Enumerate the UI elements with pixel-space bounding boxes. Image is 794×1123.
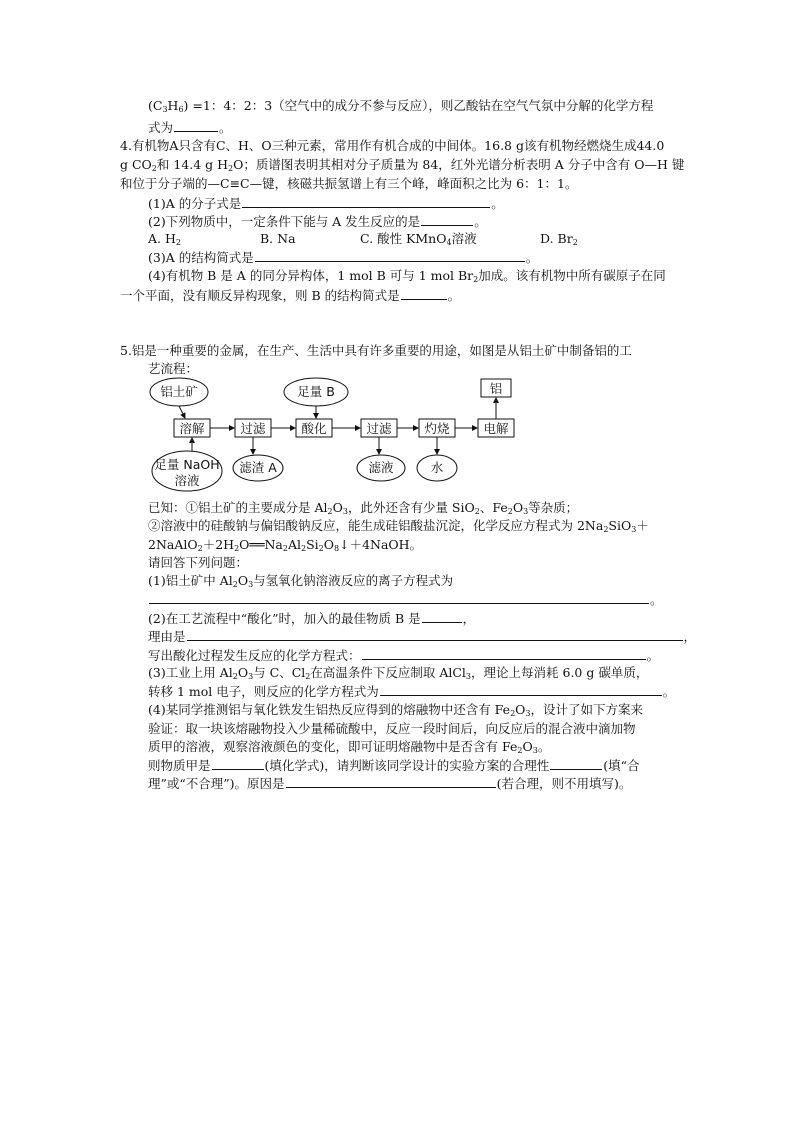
q5-sub-4c: 质甲的溶液，观察溶液颜色的变化，即可证明熔融物中是否含有 $Fe_2O_3$。 <box>148 739 551 755</box>
aluminum-label: 铝 <box>489 381 503 396</box>
q5-known-1: 已知：①铝土矿的主要成分是 $Al_2O_3$，此外还含有少量 SiO$_2$、$Fe_2O_3$等杂质； <box>148 500 579 516</box>
electrolyze-label: 电解 <box>483 421 509 436</box>
answer-blank[interactable] <box>286 774 496 788</box>
option-c[interactable]: C. 酸性 KMnO$_4$溶液 <box>360 231 477 247</box>
answer-blank[interactable] <box>255 248 525 262</box>
answer-blank[interactable] <box>362 646 646 660</box>
process-flowchart <box>148 374 528 494</box>
answer-blank[interactable] <box>187 627 683 641</box>
excess-b-label: 足量 B <box>297 384 335 399</box>
answer-blank[interactable] <box>550 756 602 770</box>
bauxite-label: 铝土矿 <box>160 384 198 399</box>
q5-sub-4d: 则物质甲是 (填化学式)，请判断该同学设计的实验方案的合理性 (填“合 <box>148 758 640 773</box>
answer-blank[interactable] <box>242 194 490 208</box>
q4-part-2: (2)下列物质中，一定条件下能与 A 发生反应的是 。 <box>148 214 487 229</box>
water-label: 水 <box>430 460 444 475</box>
filter2-label: 过滤 <box>366 421 392 436</box>
flowchart-svg <box>148 374 528 494</box>
q5-sub-2-reason: 理由是 ， <box>148 629 697 644</box>
q5-sub-4b: 验证：取一块该熔融物投入少量稀硫酸中，反应一段时间后，向反应后的混合液中滴加物 <box>148 721 636 736</box>
q5-sub-3-answer: 转移 1 mol 电子，则反应的化学方程式为 。 <box>148 684 676 699</box>
q5-sub-3: (3)工业上用 $Al_2O_3$与 C、$Cl_2$在高温条件下反应制取 AlCl$_3$，理论上每消耗 6.0 g 碳单质， <box>148 665 649 681</box>
answer-blank[interactable] <box>422 609 462 623</box>
q4-part-4b: 一个平面，没有顺反异构现象，则 B 的结构简式是 。 <box>120 288 461 303</box>
acidify-label: 酸化 <box>301 421 327 436</box>
naoh-label-2: 溶液 <box>174 473 200 488</box>
q4-options <box>148 230 578 248</box>
q5-sub-4e: 理”或“不合理”)。原因是 (若合理，则不用填写)。 <box>148 776 632 791</box>
q4-part-1: (1)A 的分子式是 。 <box>148 196 504 211</box>
q5-sub-1-answer: 。 <box>148 590 663 609</box>
naoh-label-1: 足量 NaOH <box>154 457 220 472</box>
filter1-label: 过滤 <box>240 421 266 436</box>
dissolve-label: 溶解 <box>179 421 205 436</box>
answer-blank[interactable] <box>212 756 264 770</box>
q5-stem-1: 5.铝是一种重要的金属，在生产、生活中具有许多重要的用途，如图是从铝土矿中制备铝的工 <box>120 343 632 358</box>
q5-answer-prompt: 请回答下列问题： <box>148 555 249 570</box>
q4-stem-2: g $CO_2$和 14.4 g $H_2O$；质谱图表明其相对分子质量为 84，红外光谱分析表明 A 分子中含有 O—H 键 <box>120 157 685 173</box>
q4-part-4a: (4)有机物 B 是 A 的同分异构体，1 mol B 可与 1 mol $Br_2$加成。该有机物中所有碳原子在同 <box>148 268 666 284</box>
q5-sub-2-equation: 写出酸化过程发生反应的化学方程式： 。 <box>148 648 660 663</box>
answer-blank[interactable] <box>380 682 662 696</box>
answer-blank[interactable] <box>149 590 649 604</box>
filtrate-label: 滤液 <box>368 460 394 475</box>
q4-stem-3: 和位于分子端的—C≡C—键，核磁共振氢谱上有三个峰，峰面积之比为 6：1：1。 <box>120 176 578 191</box>
q5-known-2: ②溶液中的硅酸钠与偏铝酸钠反应，能生成硅铝酸盐沉淀，化学反应方程式为 $2Na_2SiO_3+$ <box>148 518 649 534</box>
option-b[interactable]: B. Na <box>260 231 296 246</box>
q5-sub-2: (2)在工艺流程中“酸化”时，加入的最佳物质 B 是 ， <box>148 611 476 626</box>
residue-a-label: 滤渣 A <box>239 460 277 475</box>
calcine-label: 灼烧 <box>424 421 450 436</box>
q5-known-3: $2NaAlO_2+2H_2O══Na_2Al_2Si_2O_8↓+4NaOH$。 <box>148 537 423 553</box>
q5-sub-1: (1)铝土矿中 $Al_2O_3$与氢氧化钠溶液反应的离子方程式为 <box>148 573 454 589</box>
q3-line-2: 式为 。 <box>148 120 232 135</box>
answer-blank[interactable] <box>174 118 218 132</box>
q4-stem-1: 4.有机物A只含有C、H、O三种元素，常用作有机合成的中间体。16.8 g该有机物经燃烧生成44.0 <box>120 138 665 153</box>
answer-blank[interactable] <box>421 212 473 226</box>
q3-line-1: $(C_3H_6) =1$：4：2：3（空气中的成分不参与反应），则乙酸钴在空气气氛中分解的化学方程 <box>148 98 654 114</box>
answer-blank[interactable] <box>401 286 447 300</box>
option-a[interactable]: A. $H_2$ <box>148 231 181 247</box>
q4-part-3: (3)A 的结构简式是 。 <box>148 250 539 265</box>
q5-stem-2: 艺流程： <box>148 361 199 376</box>
q5-sub-4a: (4)某同学推测铝与氧化铁发生铝热反应得到的熔融物中还含有 $Fe_2O_3$，设计了如下方案来 <box>148 702 644 718</box>
option-d[interactable]: D. $Br_2$ <box>540 231 578 247</box>
